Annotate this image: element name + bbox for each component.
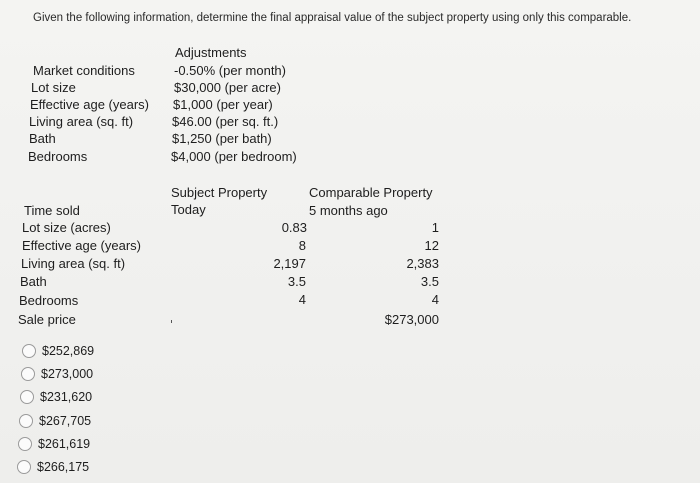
row-label-time-sold: Time sold <box>24 203 80 218</box>
adjustment-value: -0.50% (per month) <box>174 63 286 78</box>
answer-option[interactable] <box>19 414 91 428</box>
answer-option[interactable] <box>18 437 90 451</box>
adjustment-value: $46.00 (per sq. ft.) <box>172 114 279 129</box>
comparable-header-title: Comparable Property <box>309 185 433 200</box>
radio-button[interactable] <box>22 344 36 358</box>
answer-option-label: $231,620 <box>40 390 93 404</box>
adjustments-header: Adjustments <box>175 45 247 60</box>
subject-living-area: 2,197 <box>273 256 306 271</box>
adjustment-value: $1,250 (per bath) <box>172 131 272 146</box>
row-label-sale-price: Sale price <box>18 312 76 327</box>
comparable-effective-age: 12 <box>424 238 439 253</box>
subject-header-date: Today <box>171 202 206 217</box>
subject-lot-size: 0.83 <box>281 220 307 235</box>
comparable-sale-price: $273,000 <box>384 312 439 327</box>
adjustment-label: Effective age (years) <box>30 97 149 112</box>
question-text: Given the following information, determine the final appraisal value of the subject property using only this comparable. <box>33 12 632 24</box>
comparable-bedrooms: 4 <box>431 292 439 307</box>
answer-option-label: $261,619 <box>38 437 91 451</box>
comparable-lot-size: 1 <box>431 220 439 235</box>
comparable-living-area: 2,383 <box>406 256 439 271</box>
adjustment-value: $30,000 (per acre) <box>174 80 281 95</box>
answer-option-label: $267,705 <box>39 414 92 428</box>
adjustment-label: Lot size <box>31 80 76 95</box>
comparable-bath: 3.5 <box>420 274 439 289</box>
answer-option[interactable] <box>22 344 94 358</box>
subject-header-title: Subject Property <box>171 185 268 200</box>
answer-option[interactable] <box>21 367 93 381</box>
adjustment-label: Bath <box>29 131 56 146</box>
subject-bath: 3.5 <box>287 274 306 289</box>
radio-button[interactable] <box>18 437 32 451</box>
adjustment-value: $1,000 (per year) <box>173 97 273 112</box>
adjustment-label: Bedrooms <box>28 149 88 164</box>
answer-option[interactable] <box>17 460 89 474</box>
radio-button[interactable] <box>17 460 31 474</box>
adjustment-value: $4,000 (per bedroom) <box>171 149 297 164</box>
row-label-living-area: Living area (sq. ft) <box>21 256 126 271</box>
adjustment-label: Market conditions <box>33 63 135 78</box>
answer-option[interactable] <box>20 390 92 404</box>
answer-option-label: $252,869 <box>42 344 95 358</box>
subject-bedrooms: 4 <box>298 292 306 307</box>
empty-cell-mark <box>171 320 172 323</box>
row-label-effective-age: Effective age (years) <box>22 238 141 253</box>
answer-option-label: $273,000 <box>41 367 94 381</box>
row-label-lot-size: Lot size (acres) <box>22 220 111 235</box>
radio-button[interactable] <box>19 414 33 428</box>
adjustment-label: Living area (sq. ft) <box>29 114 134 129</box>
row-label-bedrooms: Bedrooms <box>19 293 79 308</box>
radio-button[interactable] <box>20 390 34 404</box>
answer-option-label: $266,175 <box>37 460 90 474</box>
comparable-header-date: 5 months ago <box>309 203 388 218</box>
subject-effective-age: 8 <box>298 238 306 253</box>
radio-button[interactable] <box>21 367 35 381</box>
row-label-bath: Bath <box>20 274 47 289</box>
